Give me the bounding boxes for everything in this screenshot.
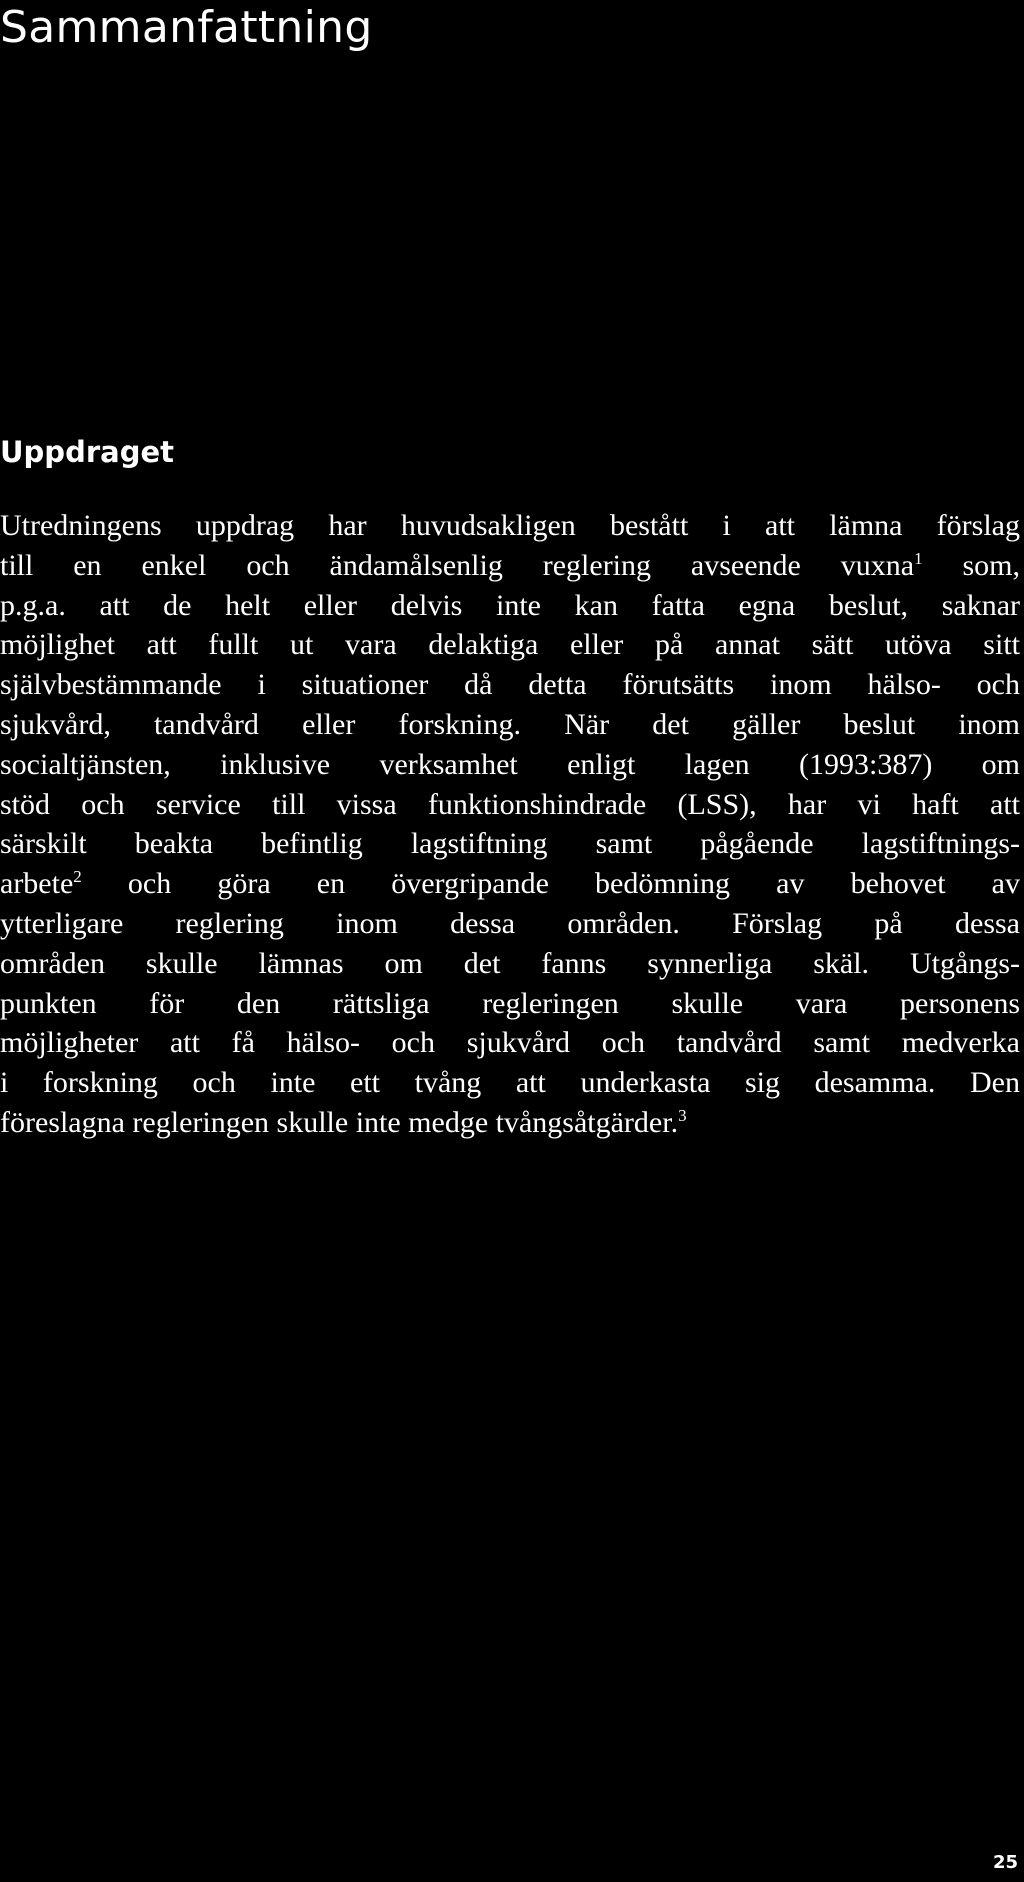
line-text-after-footnote: och göra en övergripande bedömning av behovet av	[81, 867, 1020, 901]
page-number: 25	[992, 1852, 1018, 1873]
line-text: punkten för den rättsliga regleringen skulle vara personens	[0, 986, 1020, 1020]
paragraph-line	[0, 1103, 1020, 1143]
line-text-after-footnote: som,	[922, 548, 1020, 582]
paragraph-line	[0, 984, 1020, 1024]
line-text: Utredningens uppdrag har huvudsakligen bestått i att lämna förslag	[0, 509, 1020, 542]
line-text: särskilt beakta befintlig lagstiftning samt pågående lagstiftnings-	[0, 827, 1020, 861]
line-text: socialtjänsten, inklusive verksamhet enligt lagen (1993:387) om	[0, 747, 1020, 781]
paragraph-line	[0, 506, 1020, 546]
footnote-marker: 3	[678, 1105, 687, 1125]
body-paragraph	[0, 506, 1020, 1143]
paragraph-line	[0, 705, 1020, 745]
paragraph-line	[0, 1023, 1020, 1063]
footnote-marker: 2	[73, 867, 82, 887]
line-text: arbete	[0, 867, 74, 901]
line-text: föreslagna regleringen skulle inte medge tvångsåtgärder.	[0, 1105, 679, 1139]
paragraph-line	[0, 785, 1020, 825]
line-text: till en enkel och ändamålsenlig reglering avseende vuxna	[0, 548, 915, 582]
paragraph-line	[0, 864, 1020, 904]
section-heading: Uppdraget	[0, 435, 174, 469]
line-text: områden skulle lämnas om det fanns synnerliga skäl. Utgångs-	[0, 946, 1020, 980]
line-text: självbestämmande i situationer då detta förutsätts inom hälso- och	[0, 668, 1020, 702]
line-text: möjligheter att få hälso- och sjukvård och tandvård samt medverka	[0, 1026, 1020, 1060]
page-title: Sammanfattning	[0, 2, 373, 53]
line-text: i forskning och inte ett tvång att underkasta sig desamma. Den	[0, 1066, 1020, 1100]
paragraph-line	[0, 546, 1020, 586]
line-text: möjlighet att fullt ut vara delaktiga eller på annat sätt utöva sitt	[0, 628, 1020, 662]
paragraph-line	[0, 904, 1020, 944]
line-text: sjukvård, tandvård eller forskning. När det gäller beslut inom	[0, 707, 1020, 741]
paragraph-line	[0, 586, 1020, 626]
line-text: stöd och service till vissa funktionshindrade (LSS), har vi haft att	[0, 787, 1020, 821]
paragraph-line	[0, 665, 1020, 705]
line-text: ytterligare reglering inom dessa områden. Förslag på dessa	[0, 906, 1020, 940]
paragraph-line	[0, 824, 1020, 864]
paragraph-line	[0, 944, 1020, 984]
paragraph-line	[0, 625, 1020, 665]
paragraph-line	[0, 1063, 1020, 1103]
footnote-marker: 1	[914, 548, 923, 568]
paragraph-line	[0, 745, 1020, 785]
line-text: p.g.a. att de helt eller delvis inte kan fatta egna beslut, saknar	[0, 588, 1020, 622]
